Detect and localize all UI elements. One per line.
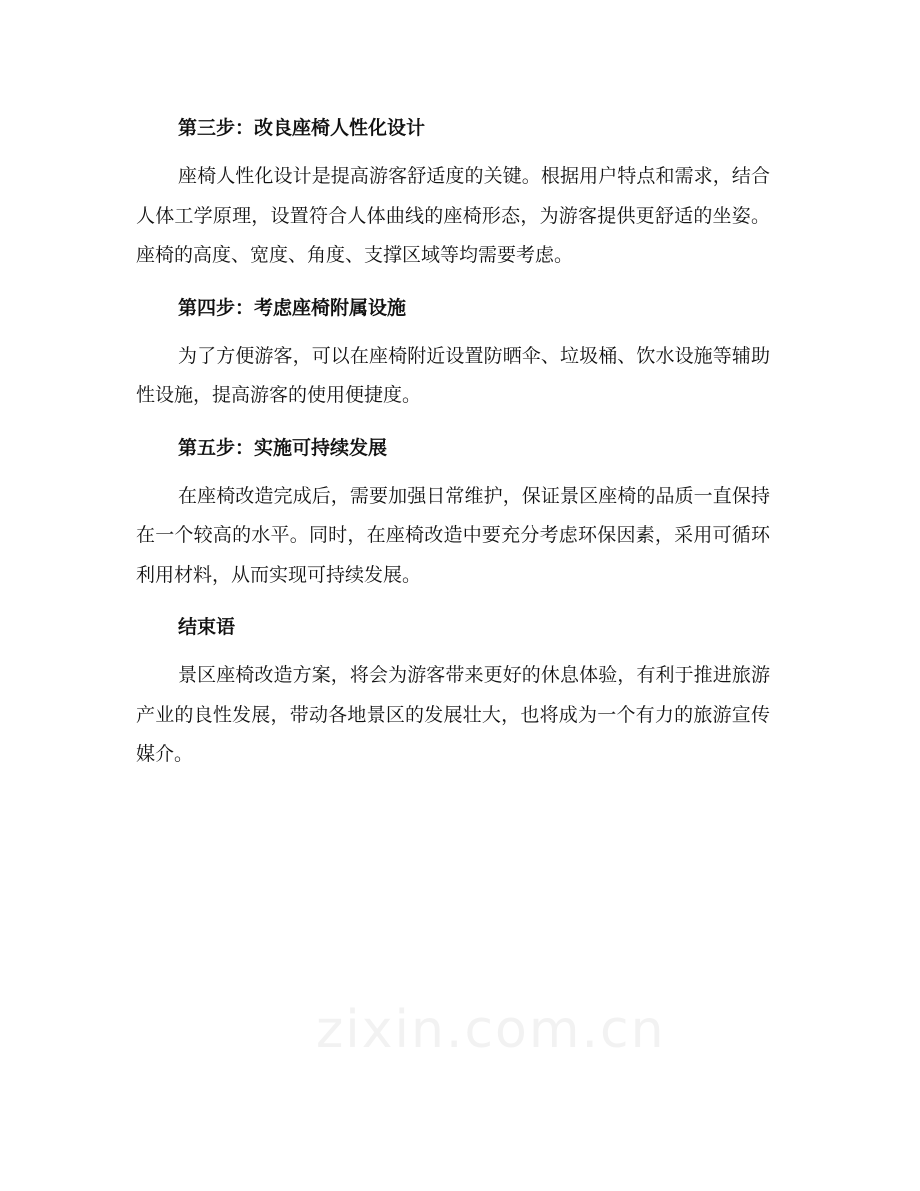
- section-heading-conclusion: 结束语: [178, 616, 236, 638]
- section-heading-step-3: 第三步：改良座椅人性化设计: [178, 117, 426, 139]
- document-body: [136, 110, 770, 789]
- section-paragraph-step-4: 为了方便游客，可以在座椅附近设置防晒伞、垃圾桶、饮水设施等辅助性设施，提高游客的使用便捷度。: [136, 344, 770, 406]
- section-paragraph-conclusion: 景区座椅改造方案，将会为游客带来更好的休息体验，有利于推进旅游产业的良性发展，带动各地景区的发展壮大，也将成为一个有力的旅游宣传媒介。: [136, 664, 770, 765]
- watermark-text: zixin.com.cn: [316, 1000, 666, 1060]
- section-heading-step-4: 第四步：考虑座椅附属设施: [178, 296, 407, 319]
- section-heading-step-5: 第五步：实施可持续发展: [178, 436, 388, 459]
- section-paragraph-step-5: 在座椅改造完成后，需要加强日常维护，保证景区座椅的品质一直保持在一个较高的水平。同时，在座椅改造中要充分考虑环保因素，采用可循环利用材料，从而实现可持续发展。: [136, 484, 770, 586]
- section-paragraph-step-3: 座椅人性化设计是提高游客舒适度的关键。根据用户特点和需求，结合人体工学原理，设置符合人体曲线的座椅形态，为游客提供更舒适的坐姿。座椅的高度、宽度、角度、支撑区域等均需要考虑。: [136, 165, 770, 266]
